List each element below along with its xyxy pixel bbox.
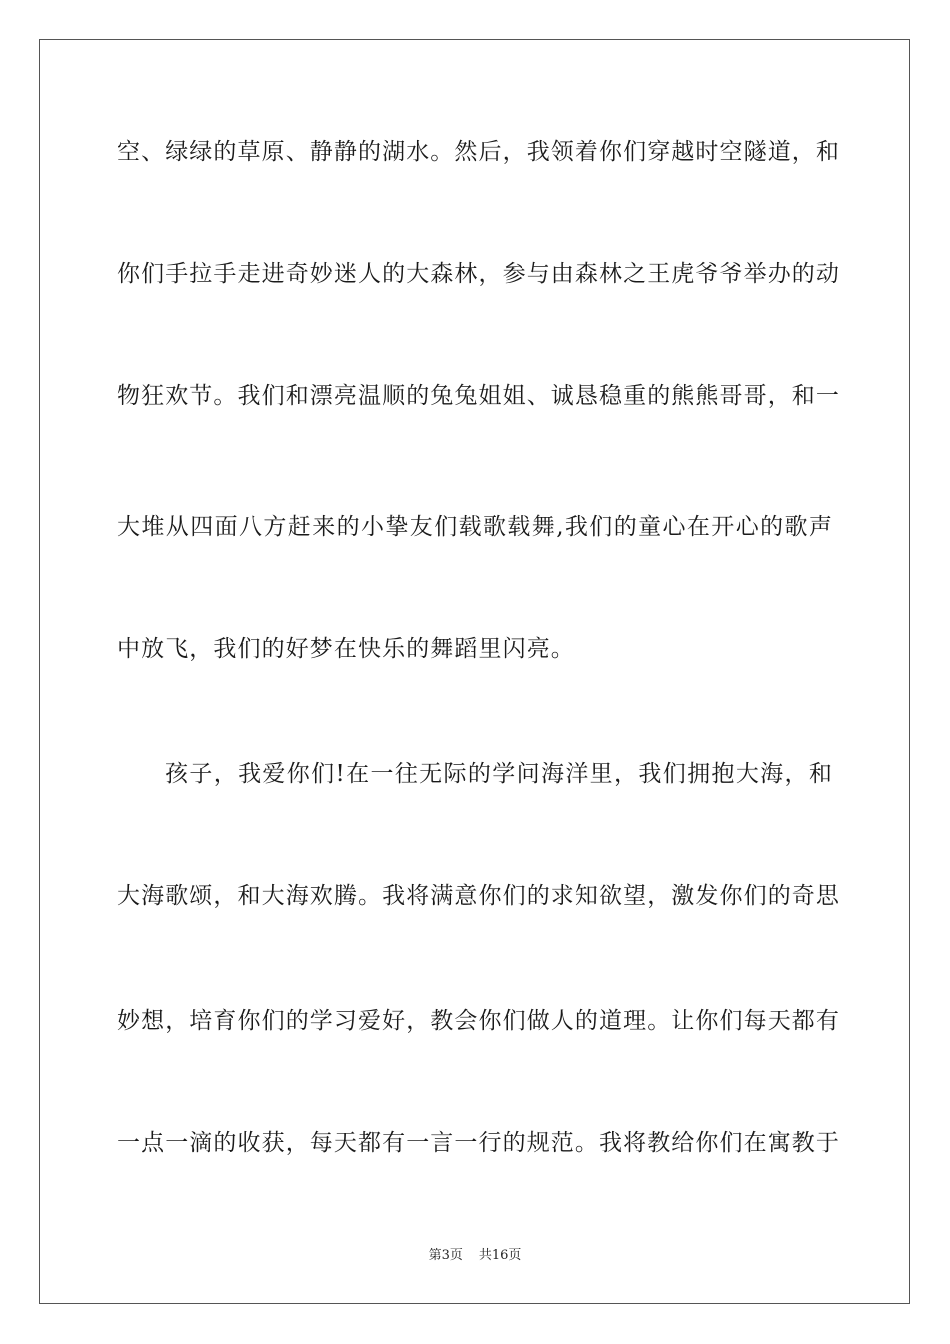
text-line: 一点一滴的收获，每天都有一言一行的规范。我将教给你们在寓教于 [117, 1130, 840, 1156]
page-border [39, 39, 910, 1304]
paragraph-first-line: 孩子，我爱你们!在一往无际的学问海洋里，我们拥抱大海，和 [165, 761, 833, 787]
page-total: 共16页 [478, 1248, 522, 1263]
page-footer [0, 1248, 950, 1264]
text-line: 物狂欢节。我们和漂亮温顺的兔兔姐姐、诚恳稳重的熊熊哥哥，和一 [117, 383, 840, 409]
text-line: 中放飞，我们的好梦在快乐的舞蹈里闪亮。 [117, 636, 575, 662]
text-line: 妙想，培育你们的学习爱好，教会你们做人的道理。让你们每天都有 [117, 1008, 840, 1034]
text-line: 大堆从四面八方赶来的小挚友们载歌载舞,我们的童心在开心的歌声 [117, 514, 833, 540]
text-line: 空、绿绿的草原、静静的湖水。然后，我领着你们穿越时空隧道，和 [117, 139, 840, 165]
text-line: 你们手拉手走进奇妙迷人的大森林，参与由森林之王虎爷爷举办的动 [117, 261, 840, 287]
page-number: 第3页 [428, 1248, 463, 1263]
text-line: 大海歌颂，和大海欢腾。我将满意你们的求知欲望，激发你们的奇思 [117, 883, 840, 909]
